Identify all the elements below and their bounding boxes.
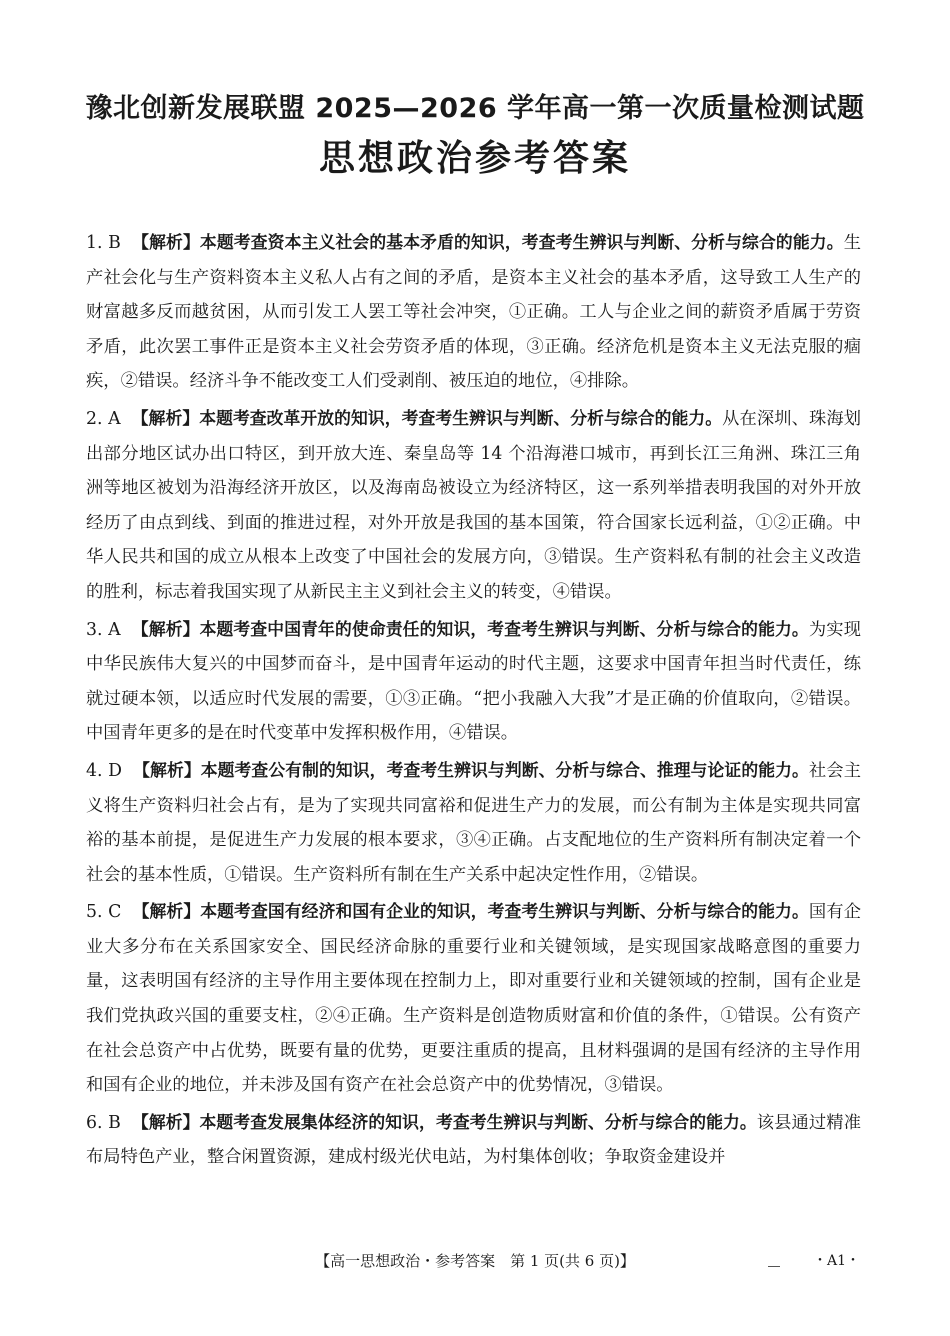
- question-number: 3. A: [86, 619, 121, 640]
- page-code: ・A1・: [812, 1253, 860, 1269]
- question-heading: 【解析】本题考查改革开放的知识，考查考生辨识与判断、分析与综合的能力。: [131, 407, 723, 428]
- question-explanation: 生产社会化与生产资料资本主义私人占有之间的矛盾，是资本主义社会的基本矛盾，这导致工人生产的财富越多反而越贫困，从而引发工人罢工等社会冲突，①正确。工人与企业之间的薪资矛盾属于劳资矛盾，此次罢工事件正是资本主义社会劳资矛盾的体现，③正确。经济危机是资本主义无法克服的痼疾，②错误。经济斗争不能改变工人们受剥削、被压迫的地位，④排除。: [86, 233, 861, 392]
- question-explanation: 国有企业大多分布在关系国家安全、国民经济命脉的重要行业和关键领域，是实现国家战略意图的重要力量，这表明国有经济的主导作用主要体现在控制力上，即对重要行业和关键领域的控制，国有企业是我们党执政兴国的重要支柱，②④正确。生产资料是创造物质财富和价值的条件，①错误。公有资产在社会总资产中占优势，既要有量的优势，更要注重质的提高，且材料强调的是国有经济的主导作用和国有企业的地位，并未涉及国有资产在社会总资产中的优势情况，③错误。: [86, 902, 861, 1096]
- question-heading: 【解析】本题考查公有制的知识，考查考生辨识与判断、分析与综合、推理与论证的能力。: [133, 759, 809, 780]
- answer-key-title: 思想政治参考答案: [318, 138, 631, 179]
- question-number: 5. C: [86, 902, 122, 923]
- question-6: [86, 1105, 861, 1175]
- question-explanation: 从在深圳、珠海划出部分地区试办出口特区，到开放大连、秦皇岛等 14 个沿海港口城市，再到长江三角洲、珠江三角洲等地区被划为沿海经济开放区，以及海南岛被设立为经济特区，这一系列举措表明我国的对外开放经历了由点到线、到面的推进过程，对外开放是我国的基本国策，符合国家长远利益，①②正确。中华人民共和国的成立从根本上改变了中国社会的发展方向，③错误。生产资料私有制的社会主义改造的胜利，标志着我国实现了从新民主主义到社会主义的转变，④错误。: [86, 408, 861, 602]
- question-heading: 【解析】本题考查国有经济和国有企业的知识，考查考生辨识与判断、分析与综合的能力。: [132, 901, 809, 922]
- question-number: 2. A: [86, 408, 121, 429]
- question-explanation: 该县通过精准布局特色产业，整合闲置资源，建成村级光伏电站，为村集体创收；争取资金建设并: [86, 1112, 861, 1168]
- question-2: [86, 401, 861, 610]
- footer-dash: [768, 1266, 780, 1267]
- exam-title: 豫北创新发展联盟 2025—2026 学年高一第一次质量检测试题: [85, 93, 865, 124]
- question-4: [86, 753, 861, 892]
- question-explanation: 社会主义将生产资料归社会占有，是为了实现共同富裕和促进生产力的发展，而公有制为主体是实现共同富裕的基本前提，是促进生产力发展的根本要求，③④正确。占支配地位的生产资料所有制决定着一个社会的基本性质，①错误。生产资料所有制在生产关系中起决定性作用，②错误。: [86, 760, 861, 885]
- question-heading: 【解析】本题考查中国青年的使命责任的知识，考查考生辨识与判断、分析与综合的能力。: [131, 618, 809, 639]
- question-heading: 【解析】本题考查资本主义社会的基本矛盾的知识，考查考生辨识与判断、分析与综合的能力。: [132, 232, 844, 252]
- question-1: [86, 225, 861, 399]
- question-3: [86, 612, 861, 751]
- page-header: [0, 92, 950, 184]
- question-5: [86, 894, 861, 1103]
- question-number: 6. B: [86, 1112, 121, 1133]
- page-footer: 【高一思想政治・参考答案 第 1 页(共 6 页)】: [315, 1252, 635, 1270]
- question-number: 4. D: [86, 760, 122, 781]
- question-number: 1. B: [86, 233, 121, 253]
- question-heading: 【解析】本题考查发展集体经济的知识，考查考生辨识与判断、分析与综合的能力。: [132, 1111, 757, 1132]
- answer-list: [86, 225, 861, 1177]
- question-explanation: 为实现中华民族伟大复兴的中国梦而奋斗，是中国青年运动的时代主题，这要求中国青年担当时代责任，练就过硬本领，以适应时代发展的需要，①③正确。“把小我融入大我”才是正确的价值取向，②错误。中国青年更多的是在时代变革中发挥积极作用，④错误。: [86, 619, 861, 744]
